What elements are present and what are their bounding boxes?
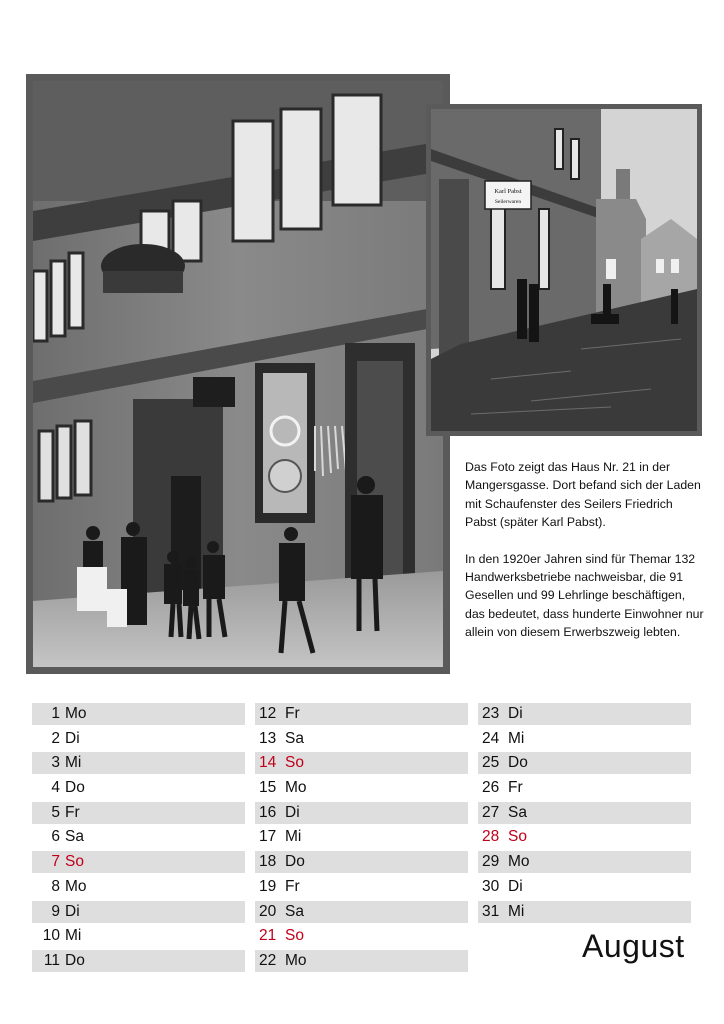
day-number: 9 [51,902,60,920]
day-number: 5 [51,803,60,821]
month-title: August [582,928,685,964]
calendar-day-row [255,901,468,923]
day-number: 13 [259,729,277,747]
calendar-day-row [478,851,691,873]
day-number: 30 [482,877,500,895]
calendar-column-3 [478,703,691,925]
weekday-label: Mo [285,951,307,969]
day-number: 11 [43,951,60,969]
calendar-day-row [32,777,245,799]
weekday-label: Di [285,803,300,821]
weekday-label: Do [65,951,85,969]
calendar-day-row [32,728,245,750]
day-number: 3 [51,754,60,772]
day-number: 25 [482,754,500,772]
day-number: 21 [259,927,277,945]
calendar-day-row [478,826,691,848]
weekday-label: Sa [65,828,84,846]
main-photo [33,81,443,667]
calendar-day-row [478,901,691,923]
calendar-day-row [32,802,245,824]
calendar-day-row [32,752,245,774]
weekday-label: Do [65,779,85,797]
day-number: 26 [482,779,500,797]
weekday-label: Fr [285,705,300,722]
calendar-day-row [255,802,468,824]
side-photo [431,109,697,431]
main-photo-illustration [33,81,443,667]
calendar-day-row [32,950,245,972]
weekday-label: Di [508,705,523,722]
day-number: 1 [51,705,60,722]
weekday-label: Sa [285,902,304,920]
weekday-label: Sa [508,803,527,821]
day-number: 27 [482,803,500,821]
day-number: 8 [51,877,60,895]
weekday-label: Fr [508,779,523,797]
weekday-label: Di [508,877,523,895]
weekday-label: Mi [508,729,525,747]
weekday-label: Mo [508,853,530,871]
day-number: 19 [259,877,277,895]
weekday-label: Fr [285,877,300,895]
weekday-label: Mi [285,828,302,846]
weekday-label: Mi [65,754,82,772]
calendar-day-row [255,752,468,774]
day-number: 28 [482,828,500,846]
calendar-day-row [255,950,468,972]
calendar-day-row [32,703,245,725]
weekday-label: Mi [65,927,82,945]
side-photo-illustration [431,109,697,431]
calendar-day-row [32,826,245,848]
caption-paragraph-1: Das Foto zeigt das Haus Nr. 21 in der Mangersgasse. Dort befand sich der Laden mit Schaufenster des Seilers Friedrich Pabst (später Karl Pabst). [465,460,701,530]
weekday-label: Do [285,853,305,871]
photo-caption [465,458,705,660]
calendar-day-row [32,876,245,898]
calendar-column-2 [255,703,468,975]
day-number: 2 [51,729,60,747]
calendar-day-row [255,851,468,873]
day-number: 4 [51,779,60,797]
calendar-day-row [255,826,468,848]
weekday-label: Do [508,754,528,772]
weekday-label: Mo [65,877,87,895]
day-number: 17 [259,828,277,846]
weekday-label: So [285,754,304,772]
calendar-day-row [255,703,468,725]
weekday-label: Di [65,902,80,920]
day-number: 6 [51,828,60,846]
day-number: 18 [259,853,277,871]
calendar-day-row [478,703,691,725]
day-number: 20 [259,902,277,920]
calendar-day-row [255,925,468,947]
weekday-label: So [508,828,527,846]
weekday-label: Mo [65,705,87,722]
day-number: 31 [482,902,500,920]
calendar-day-row [478,802,691,824]
calendar-day-row [478,876,691,898]
calendar-day-row [478,728,691,750]
calendar-day-row [32,925,245,947]
day-number: 15 [259,779,277,797]
weekday-label: Di [65,729,80,747]
weekday-label: Mo [285,779,307,797]
calendar-day-row [478,752,691,774]
calendar-column-1 [32,703,245,975]
day-number: 14 [259,754,277,772]
calendar-day-row [255,777,468,799]
side-photo-frame [426,104,702,436]
calendar-day-row [478,777,691,799]
weekday-label: So [65,853,84,871]
weekday-label: So [285,927,304,945]
day-number: 29 [482,853,500,871]
day-number: 12 [259,705,277,722]
day-number: 7 [51,853,60,871]
weekday-label: Mi [508,902,525,920]
calendar-day-row [32,901,245,923]
main-photo-frame [26,74,450,674]
calendar-day-row [255,876,468,898]
weekday-label: Sa [285,729,304,747]
weekday-label: Fr [65,803,80,821]
day-number: 10 [42,927,60,945]
shop-sign-line2: Seilerwaren [494,199,522,205]
day-number: 23 [482,705,500,722]
calendar-day-row [255,728,468,750]
day-number: 22 [259,951,277,969]
shop-sign-line1: Karl Pabst [494,188,522,195]
day-number: 16 [259,803,277,821]
day-number: 24 [482,729,500,747]
caption-paragraph-2: In den 1920er Jahren sind für Themar 132 Handwerksbetriebe nachweisbar, die 91 Gesellen und 99 Lehrlinge beschäftigen, das bedeutet, dass hunderte Einwohner nur allein von diesem Erwerbszweig lebten. [465,551,704,640]
calendar-day-row [32,851,245,873]
